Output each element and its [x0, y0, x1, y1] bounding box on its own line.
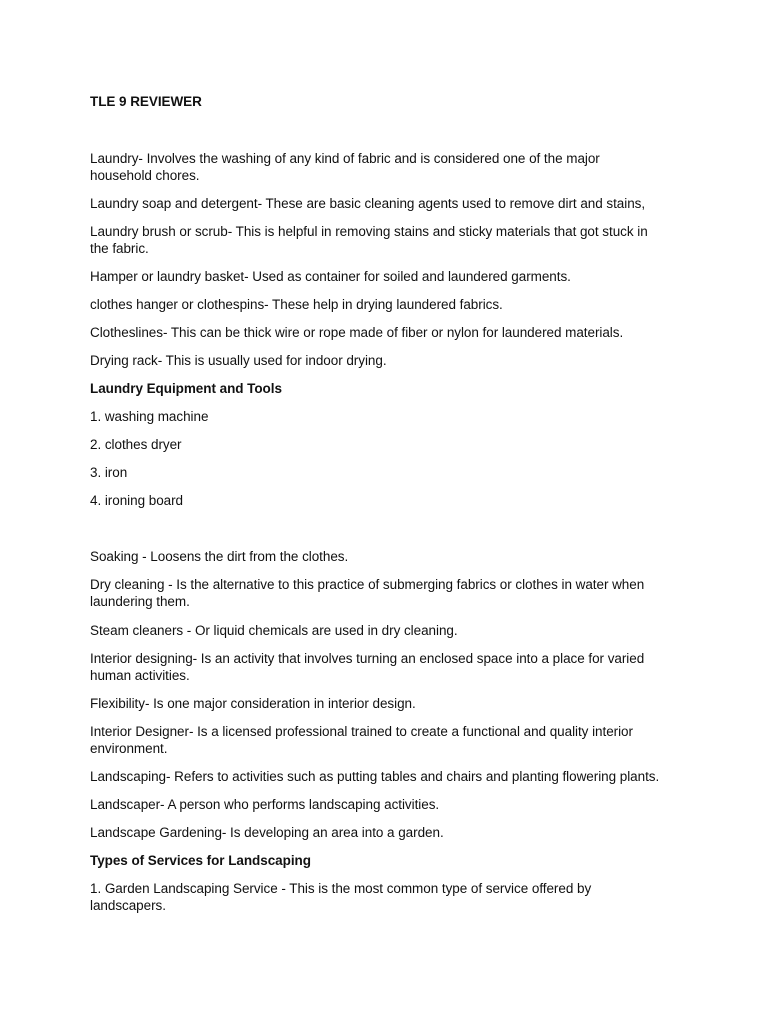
interior-designer-definition-line1: Interior Designer- Is a licensed professional trained to create a functional and quality interior — [90, 724, 633, 739]
equipment-list-item: 1. washing machine — [90, 409, 209, 424]
landscaping-definition: Landscaping- Refers to activities such as putting tables and chairs and planting flowering plants. — [90, 769, 660, 784]
steam-cleaners-definition: Steam cleaners - Or liquid chemicals are used in dry cleaning. — [90, 623, 458, 638]
equipment-list-item: 2. clothes dryer — [90, 437, 182, 452]
landscape-gardening-definition: Landscape Gardening- Is developing an area into a garden. — [90, 825, 444, 840]
landscaper-definition: Landscaper- A person who performs landscaping activities. — [90, 797, 440, 812]
clotheslines-definition: Clotheslines- This can be thick wire or rope made of fiber or nylon for laundered materials. — [90, 325, 624, 340]
services-item-1-line1: 1. Garden Landscaping Service - This is the most common type of service offered by — [90, 881, 592, 896]
soaking-definition: Soaking - Loosens the dirt from the clothes. — [90, 549, 349, 564]
equipment-heading: Laundry Equipment and Tools — [90, 381, 282, 396]
hanger-definition: clothes hanger or clothespins- These help in drying laundered fabrics. — [90, 297, 503, 312]
dry-cleaning-definition-line2: laundering them. — [90, 594, 190, 609]
document-title: TLE 9 REVIEWER — [90, 94, 202, 109]
dry-cleaning-definition-line1: Dry cleaning - Is the alternative to this practice of submerging fabrics or clothes in water when — [90, 577, 645, 592]
laundry-definition-line2: household chores. — [90, 168, 200, 183]
interior-designing-definition-line2: human activities. — [90, 668, 190, 683]
flexibility-definition: Flexibility- Is one major consideration in interior design. — [90, 696, 416, 711]
brush-definition-line2: the fabric. — [90, 241, 149, 256]
interior-designing-definition-line1: Interior designing- Is an activity that involves turning an enclosed space into a place for varied — [90, 651, 645, 666]
equipment-list-item: 4. ironing board — [90, 493, 184, 508]
equipment-list-item: 3. iron — [90, 465, 128, 480]
laundry-definition-line1: Laundry- Involves the washing of any kind of fabric and is considered one of the major — [90, 151, 600, 166]
services-item-1-line2: landscapers. — [90, 898, 166, 913]
drying-rack-definition: Drying rack- This is usually used for indoor drying. — [90, 353, 387, 368]
interior-designer-definition-line2: environment. — [90, 741, 168, 756]
soap-definition: Laundry soap and detergent- These are basic cleaning agents used to remove dirt and stains, — [90, 196, 646, 211]
services-heading: Types of Services for Landscaping — [90, 853, 311, 868]
hamper-definition: Hamper or laundry basket- Used as container for soiled and laundered garments. — [90, 269, 571, 284]
brush-definition-line1: Laundry brush or scrub- This is helpful in removing stains and sticky materials that got stuck in — [90, 224, 648, 239]
